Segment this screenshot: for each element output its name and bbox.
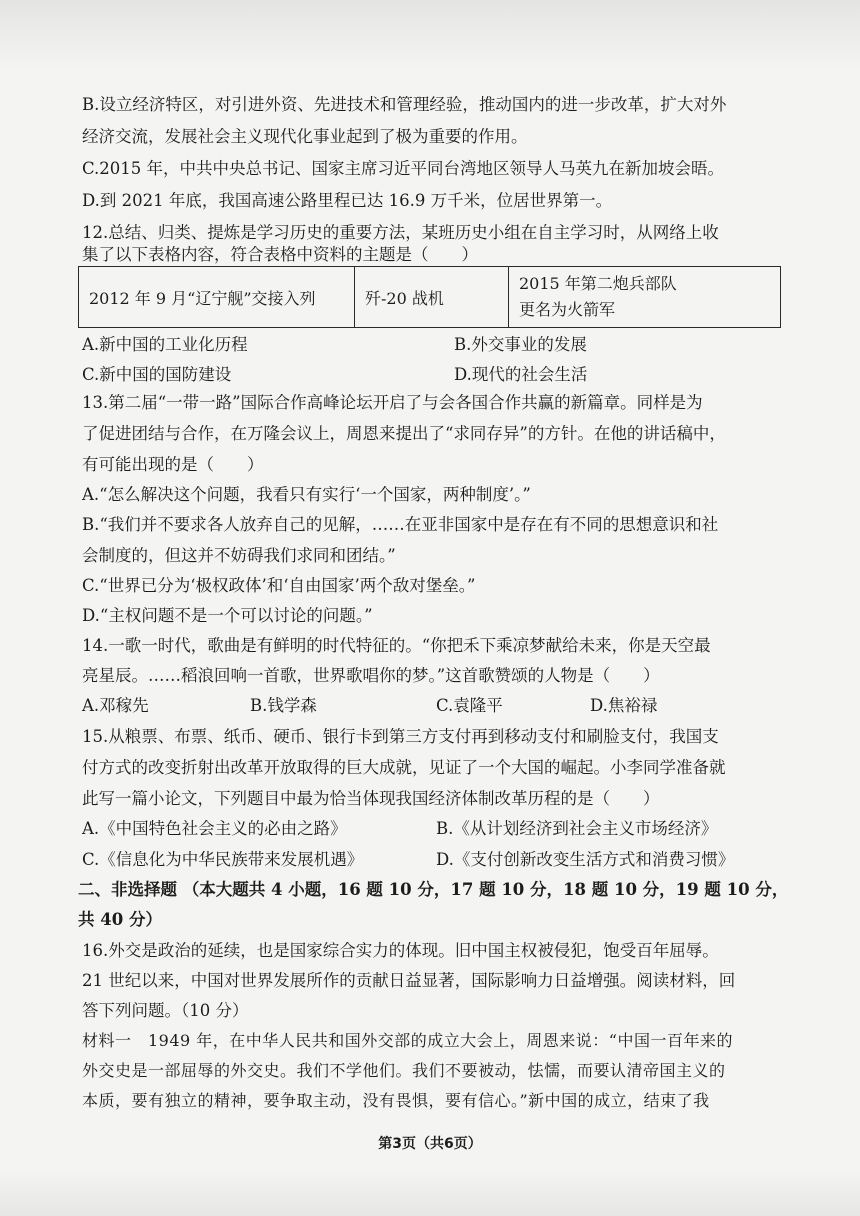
q12-option-c: C.新中国的国防建设 [82,365,232,384]
q13-option-b-line1: B.“我们并不要求各人放弃自己的见解，……在亚非国家中是存在有不同的思想意识和社 [82,515,719,534]
q13-stem-line1: 13.第二届“一带一路”国际合作高峰论坛开启了与会各国合作共赢的新篇章。同样是为 [82,393,703,412]
q11-option-d: D.到 2021 年底，我国高速公路里程已达 16.9 万千米，位居世界第一。 [82,191,613,210]
q15-stem-line2: 付方式的改变折射出改革开放取得的巨大成就，见证了一个大国的崛起。小李同学准备就 [82,758,726,777]
q16-material-1-line3: 本质，要有独立的精神，要争取主动，没有畏惧，要有信心。”新中国的成立，结束了我 [82,1091,710,1110]
q12-option-d: D.现代的社会生活 [454,365,588,384]
q14-option-d: D.焦裕禄 [590,696,658,715]
q14-option-c: C.袁隆平 [436,696,503,715]
section-2-heading-line2: 共 40 分） [78,910,162,929]
table-row [79,267,781,328]
q16-stem-line2: 21 世纪以来，中国对世界发展所作的贡献日益显著，国际影响力日益增强。阅读材料，回 [82,971,736,990]
q16-stem-line1: 16.外交是政治的延续，也是国家综合实力的体现。旧中国主权被侵犯，饱受百年屈辱。 [82,941,719,960]
q13-option-b-line2: 会制度的，但这并不妨碍我们求同和团结。” [82,546,396,565]
scan-shadow-bottom [0,1170,860,1216]
q15-stem-line3: 此写一篇小论文，下列题目中最为恰当体现我国经济体制改革历程的是（ ） [82,789,660,808]
q12-table [78,266,781,328]
q12-option-b: B.外交事业的发展 [454,335,587,354]
q15-option-c: C.《信息化为中华民族带来发展机遇》 [82,850,364,869]
table-cell-2: 歼-20 战机 [355,267,509,328]
q16-material-1-line1: 材料一 1949 年，在中华人民共和国外交部的成立大会上，周恩来说：“中国一百年来的 [82,1031,733,1050]
q16-stem-line3: 答下列问题。（10 分） [82,1001,249,1020]
q13-option-a: A.“怎么解决这个问题，我看只有实行‘一个国家，两种制度’。” [82,485,531,504]
scan-shadow-top [0,0,860,70]
q13-stem-line2: 了促进团结与合作，在万隆会议上，周恩来提出了“求同存异”的方针。在他的讲话稿中， [82,424,726,443]
table-cell-3 [509,267,781,328]
q11-option-b-line2: 经济交流，发展社会主义现代化事业起到了极为重要的作用。 [82,127,528,146]
table-cell-3-line1: 2015 年第二炮兵部队 [519,274,677,293]
q12-stem-line1: 12.总结、归类、提炼是学习历史的重要方法，某班历史小组在自主学习时，从网络上收 [82,223,719,242]
table-cell-1: 2012 年 9 月“辽宁舰”交接入列 [79,267,355,328]
q15-option-b: B.《从计划经济到社会主义市场经济》 [436,819,718,838]
q15-stem-line1: 15.从粮票、布票、纸币、硬币、银行卡到第三方支付再到移动支付和刷脸支付，我国支 [82,727,719,746]
q14-stem-line1: 14.一歌一时代，歌曲是有鲜明的时代特征的。“你把禾下乘凉梦献给未来，你是天空最 [82,636,711,655]
table-cell-3-line2: 更名为火箭军 [519,300,616,319]
q14-stem-line2: 亮星辰。……稻浪回响一首歌，世界歌唱你的梦。”这首歌赞颂的人物是（ ） [82,666,660,685]
q11-option-b-line1: B.设立经济特区，对引进外资、先进技术和管理经验，推动国内的进一步改革，扩大对外 [82,95,727,114]
section-2-heading-line1: 二、非选择题 （本大题共 4 小题，16 题 10 分，17 题 10 分，18 题 10 分，19 题 10 分， [78,880,789,899]
q13-option-c: C.“世界已分为‘极权政体’和‘自由国家’两个敌对堡垒。” [82,576,476,595]
q12-stem-line2: 集了以下表格内容，符合表格中资料的主题是（ ） [82,245,478,264]
q16-material-1-line2: 外交史是一部屈辱的外交史。我们不学他们。我们不要被动，怯懦，而要认清帝国主义的 [82,1061,726,1080]
q15-option-d: D.《支付创新改变生活方式和消费习惯》 [436,850,735,869]
q11-option-c: C.2015 年，中共中央总书记、国家主席习近平同台湾地区领导人马英九在新加坡会晤。 [82,159,725,178]
q15-option-a: A.《中国特色社会主义的必由之路》 [82,819,347,838]
q13-stem-line3: 有可能出现的是（ ） [82,455,264,474]
page-number-footer: 第3页（共6页） [378,1136,482,1152]
q14-option-a: A.邓稼先 [82,696,149,715]
q12-option-a: A.新中国的工业化历程 [82,335,248,354]
q13-option-d: D.“主权问题不是一个可以讨论的问题。” [82,606,373,625]
q14-option-b: B.钱学森 [250,696,317,715]
